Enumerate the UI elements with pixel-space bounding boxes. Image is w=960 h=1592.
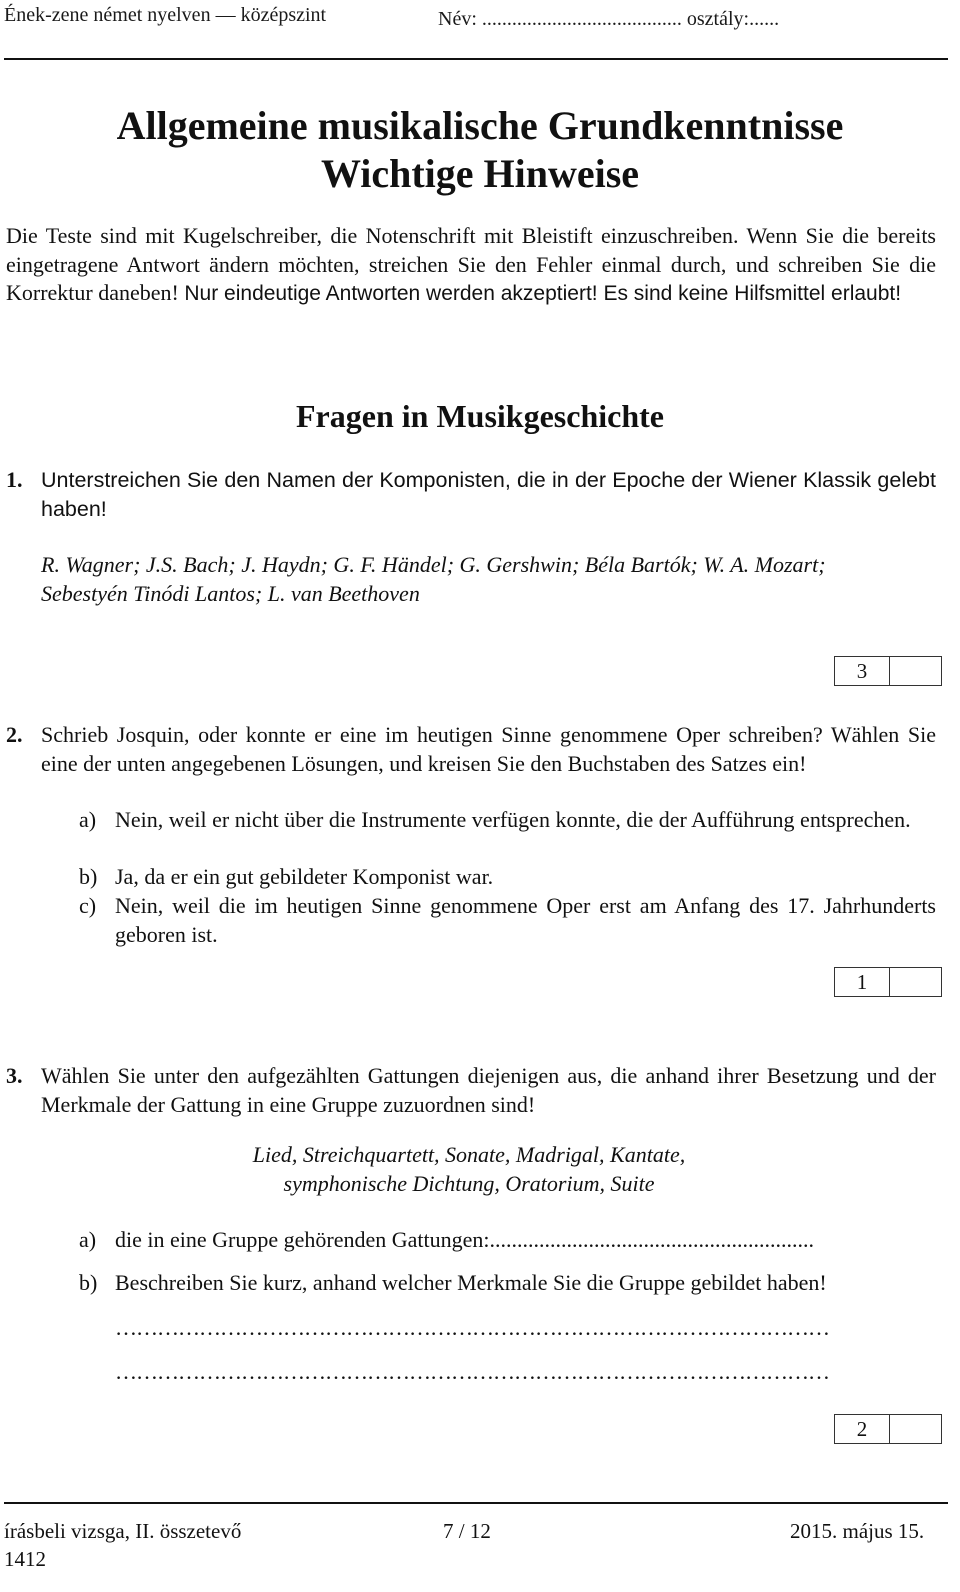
option-label: c) — [79, 893, 97, 918]
question-3-genres-line1: Lied, Streichquartett, Sonate, Madrigal, Kantate, — [252, 1142, 686, 1167]
instructions-paragraph — [6, 222, 936, 309]
question-2-option-c[interactable] — [79, 892, 936, 950]
question-1-composer-list-line2[interactable]: Sebestyén Tinódi Lantos; L. van Beethoven — [41, 581, 420, 606]
section-title: Fragen in Musikgeschichte — [296, 398, 664, 434]
question-3-option-a — [79, 1226, 936, 1255]
page-subtitle: Wichtige Hinweise — [320, 151, 640, 196]
option-text: Nein, weil er nicht über die Instrumente verfügen konnte, die der Aufführung entsprechen. — [115, 807, 911, 832]
question-1-max-points: 3 — [835, 657, 890, 685]
question-3-genres-line2: symphonische Dichtung, Oratorium, Suite — [283, 1171, 655, 1196]
footer-rule — [4, 1502, 948, 1504]
question-2-option-b[interactable] — [79, 863, 936, 892]
question-2-score-field[interactable] — [890, 968, 941, 996]
question-3-text: Wählen Sie unter den aufgezählten Gattungen diejenigen aus, die anhand ihrer Besetzung und der Merkmale der Gattung in eine Gruppe zuzuordnen sind! — [41, 1063, 936, 1117]
question-3-answer-line-1[interactable]: ………………………………………………………………………………………… — [115, 1315, 829, 1340]
option-label: b) — [79, 1270, 98, 1295]
header-subject: Ének-zene német nyelven — középszint — [4, 4, 327, 26]
question-2-score-box — [834, 967, 942, 997]
question-1-composer-list-line1[interactable]: R. Wagner; J.S. Bach; J. Haydn; G. F. Händel; G. Gershwin; Béla Bartók; W. A. Mozart; — [41, 552, 826, 577]
instructions-serif-text: Die Teste sind mit Kugelschreiber, die Notenschrift mit Bleistift einzuschreiben. Wenn Sie die bereits eingetragene Antwort ändern möchten, streichen Sie den Fehler einmal durch, und schreiben Sie die Korrektur daneben! — [6, 223, 936, 305]
question-2-text: Schrieb Josquin, oder konnte er eine im heutigen Sinne genommene Oper schreiben? Wählen Sie eine der unten angegebenen Lösungen, und kreisen Sie den Buchstaben des Satzes ein! — [41, 722, 936, 776]
option-text: Beschreiben Sie kurz, anhand welcher Merkmale Sie die Gruppe gebildet haben! — [115, 1270, 827, 1295]
question-1-score-field[interactable] — [890, 657, 941, 685]
option-label: b) — [79, 864, 98, 889]
footer-exam-label: írásbeli vizsga, II. összetevő — [4, 1519, 242, 1543]
question-2-option-a[interactable] — [79, 806, 936, 864]
footer-date: 2015. május 15. — [790, 1519, 925, 1543]
header-rule — [4, 58, 948, 60]
question-1-number: 1. — [6, 467, 23, 492]
question-3-score-box — [834, 1414, 942, 1444]
question-3-answer-line-2[interactable]: ………………………………………………………………………………………… — [115, 1359, 829, 1384]
question-2-max-points: 1 — [835, 968, 890, 996]
option-label: a) — [79, 1227, 97, 1252]
page-title: Allgemeine musikalische Grundkenntnisse — [116, 103, 844, 148]
option-label: a) — [79, 807, 97, 832]
option-text: Ja, da er ein gut gebildeter Komponist war. — [115, 864, 494, 889]
question-1-score-box — [834, 656, 942, 686]
footer-page-number: 7 / 12 — [443, 1519, 491, 1543]
option-text[interactable]: die in eine Gruppe gehörenden Gattungen:........................................................... — [115, 1227, 814, 1252]
instructions-sans-text: Nur eindeutige Antworten werden akzeptiert! Es sind keine Hilfsmittel erlaubt! — [184, 282, 902, 305]
question-3-option-b — [79, 1269, 936, 1298]
question-3-score-field[interactable] — [890, 1415, 941, 1443]
question-1-text: Unterstreichen Sie den Namen der Komponisten, die in der Epoche der Wiener Klassik gelebt haben! — [41, 468, 936, 521]
question-3-max-points: 2 — [835, 1415, 890, 1443]
question-2-number: 2. — [6, 722, 23, 747]
header-name-class-field: Név: ........................................ osztály:...... — [438, 8, 780, 30]
question-3-number: 3. — [6, 1063, 23, 1088]
option-text: Nein, weil die im heutigen Sinne genommene Oper erst am Anfang des 17. Jahrhunderts geboren ist. — [115, 893, 936, 947]
footer-code: 1412 — [4, 1547, 46, 1571]
